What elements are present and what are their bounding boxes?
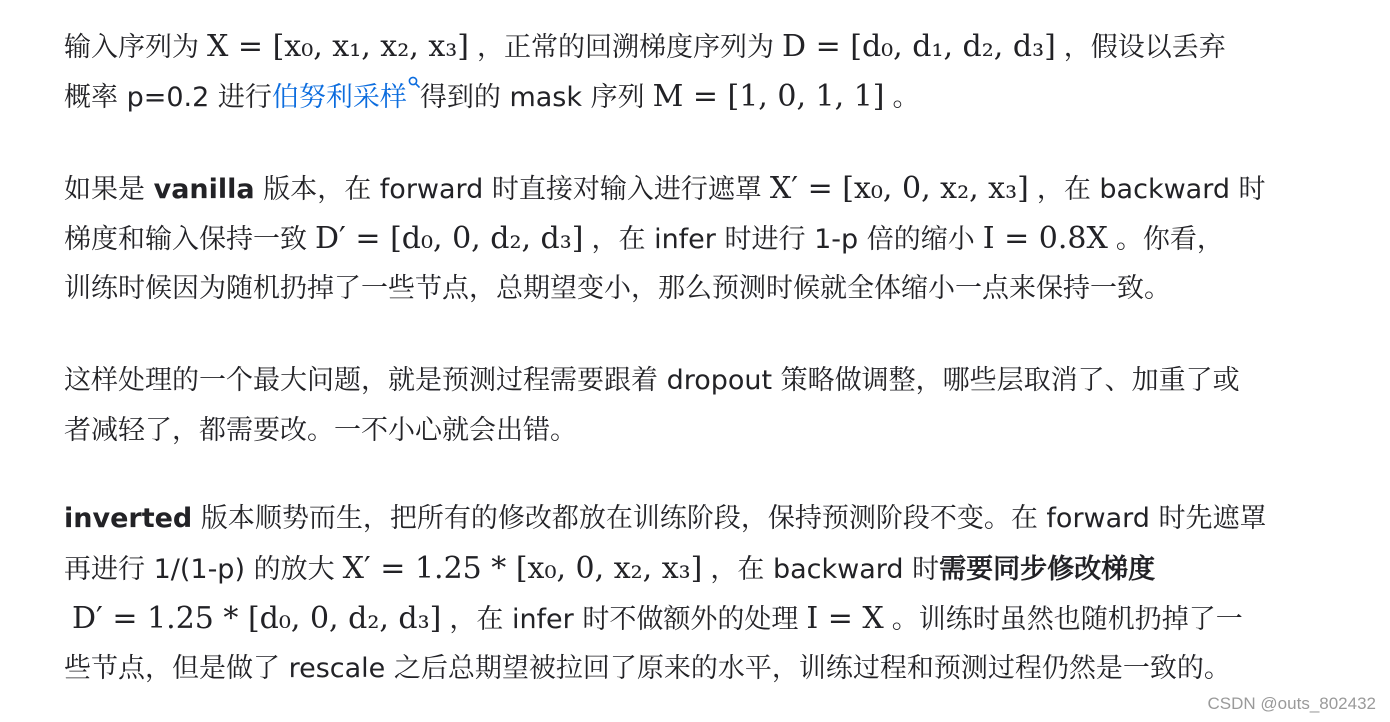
- text-line: [64, 72, 1226, 122]
- text-segment: 。训练时虽然也随机扔掉了一: [891, 604, 1243, 635]
- text-line: 些节点，但是做了 rescale 之后总期望被拉回了原来的水平，训练过程和预测过程仍然是一致的。: [64, 653, 1231, 684]
- formula-infer: I = 0.8X: [982, 221, 1108, 256]
- text-segment: 概率 p=0.2 进行: [64, 82, 272, 113]
- text-segment: 输入序列为: [64, 32, 199, 63]
- text-line: [64, 594, 1267, 644]
- text-segment: 如果是: [64, 174, 154, 205]
- text-line: [64, 214, 1266, 264]
- formula-x-prime-scaled: X′ = 1.25 * [x₀, 0, x₂, x₃]: [342, 551, 703, 586]
- link-label: 伯努利采样: [271, 82, 407, 113]
- text-line: [64, 164, 1266, 214]
- bold-text-gradient: 需要同步修改梯度: [939, 554, 1156, 585]
- text-line: 这样处理的一个最大问题，就是预测过程需要跟着 dropout 策略做调整，哪些层取消了、加重了或: [64, 365, 1240, 396]
- paragraph-input-sequence: [64, 22, 1226, 122]
- text-segment: ，在 infer 时不做额外的处理: [449, 604, 799, 635]
- bold-text-vanilla: vanilla: [153, 174, 255, 205]
- text-segment: 版本，在 forward 时直接对输入进行遮罩: [254, 174, 762, 205]
- formula-x-prime: X′ = [x₀, 0, x₂, x₃]: [769, 171, 1029, 206]
- text-segment: ，在 backward 时: [1036, 174, 1266, 205]
- text-segment: 版本顺势而生，把所有的修改都放在训练阶段，保持预测阶段不变。在 forward 时先遮罩: [192, 503, 1267, 534]
- formula-infer-identity: I = X: [806, 601, 884, 636]
- bold-text-inverted: inverted: [64, 503, 193, 534]
- text-line: 者减轻了，都需要改。一不小心就会出错。: [64, 415, 577, 446]
- formula-mask: M = [1, 0, 1, 1]: [652, 79, 885, 114]
- text-line: 训练时候因为随机扔掉了一些节点，总期望变小，那么预测时候就全体缩小一点来保持一致。: [64, 273, 1171, 304]
- formula-d: D = [d₀, d₁, d₂, d₃]: [781, 29, 1056, 64]
- formula-x: X = [x₀, x₁, x₂, x₃]: [207, 29, 469, 64]
- text-segment: ，正常的回溯梯度序列为: [476, 32, 774, 63]
- paragraph-vanilla: [64, 164, 1266, 314]
- text-line: [64, 22, 1226, 72]
- paragraph-problem: [64, 356, 1240, 456]
- text-segment: 再进行 1/(1-p) 的放大: [64, 554, 335, 585]
- text-segment: ，在 backward 时: [710, 554, 940, 585]
- text-segment: 得到的 mask 序列: [419, 82, 645, 113]
- text-segment: 。你看，: [1115, 224, 1224, 255]
- search-icon: [408, 76, 420, 88]
- text-line: [64, 494, 1267, 544]
- text-segment: ，假设以丢弃: [1063, 32, 1226, 63]
- paragraph-inverted: [64, 494, 1267, 694]
- text-segment: ，在 infer 时进行 1-p 倍的缩小: [591, 224, 975, 255]
- csdn-watermark: CSDN @outs_802432: [1207, 694, 1376, 713]
- formula-d-prime-scaled: D′ = 1.25 * [d₀, 0, d₂, d₃]: [72, 601, 442, 636]
- text-segment: 。: [892, 82, 920, 113]
- formula-d-prime: D′ = [d₀, 0, d₂, d₃]: [315, 221, 584, 256]
- text-line: [64, 544, 1267, 594]
- text-segment: 梯度和输入保持一致: [64, 224, 307, 255]
- bernoulli-sampling-link[interactable]: [272, 82, 420, 113]
